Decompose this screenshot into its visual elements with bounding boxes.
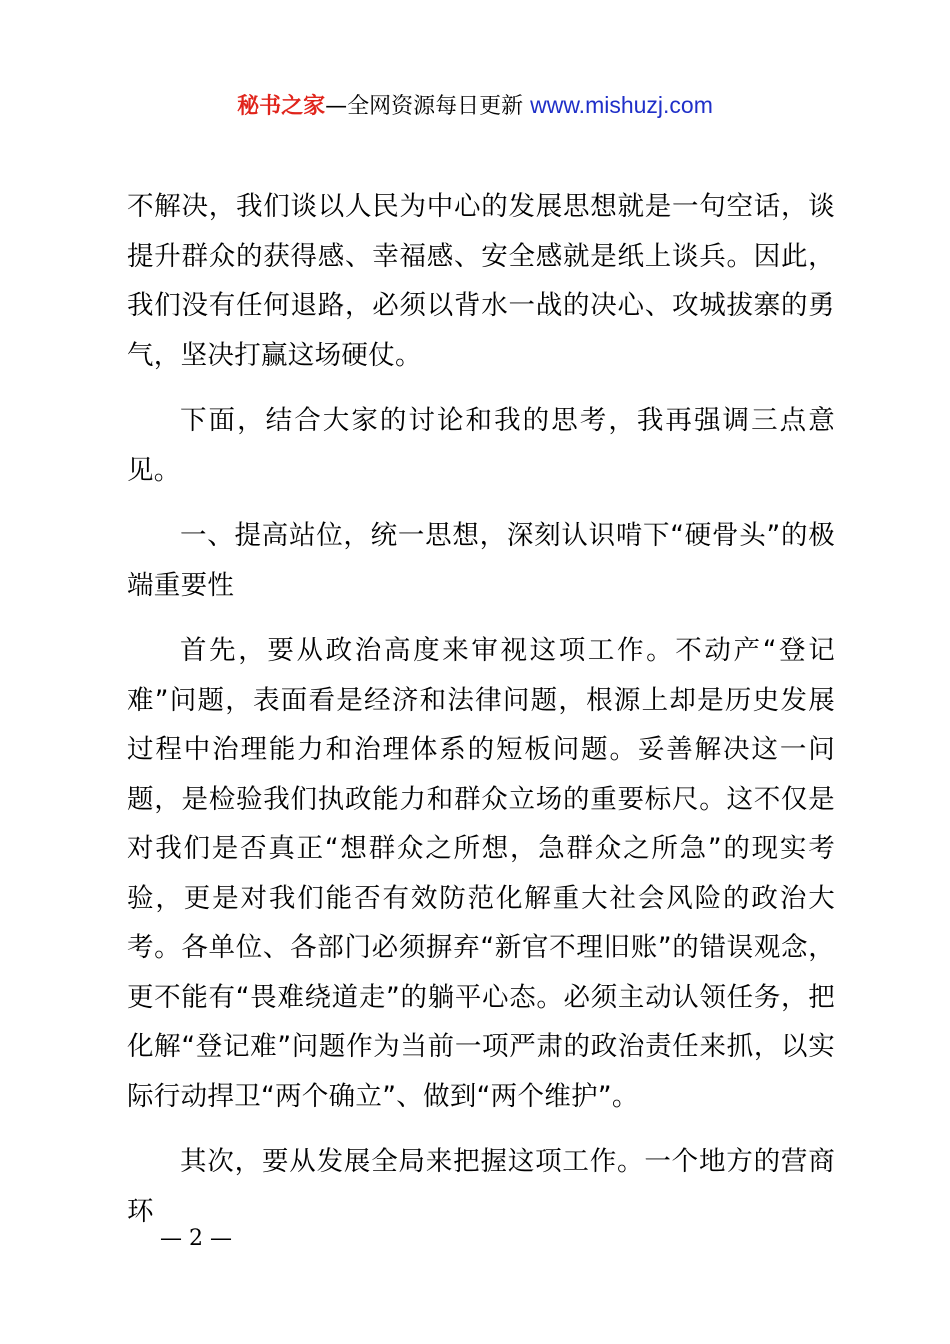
body-paragraph: 下面，结合大家的讨论和我的思考，我再强调三点意见。 (127, 405, 835, 486)
body-paragraph: 首先，要从政治高度来审视这项工作。不动产“登记难”问题，表面看是经济和法律问题，根源上却是历史发展过程中治理能力和治理体系的短板问题。妥善解决这一问题，是检验我们执政能力和群众立场的重要标尺。这不仅是对我们是否真正“想群众之所想，急群众之所急”的现实考验，更是对我们能否有效防范化解重大社会风险的政治大考。各单位、各部门必须摒弃“新官不理旧账”的错误观念，更不能有“畏难绕道走”的躺平心态。必须主动认领任务，把化解“登记难”问题作为当前一项严肃的政治责任来抓，以实际行动捍卫“两个确立”、做到“两个维护”。 (127, 635, 835, 1112)
site-url-link[interactable]: www.mishuzj.com (530, 92, 713, 118)
site-header (0, 88, 950, 124)
header-tagline: —全网资源每日更新 (325, 94, 524, 119)
page-number: — 2 — (160, 1226, 232, 1251)
section-heading: 一、提高站位，统一思想，深刻认识啃下“硬骨头”的极端重要性 (127, 520, 835, 601)
body-paragraph: 不解决，我们谈以人民为中心的发展思想就是一句空话，谈提升群众的获得感、幸福感、安全感就是纸上谈兵。因此，我们没有任何退路，必须以背水一战的决心、攻城拔寨的勇气，坚决打赢这场硬仗。 (127, 191, 835, 371)
brand-name: 秘书之家 (237, 94, 326, 119)
body-paragraph: 其次，要从发展全局来把握这项工作。一个地方的营商环 (127, 1146, 835, 1227)
document-body (127, 182, 835, 1236)
